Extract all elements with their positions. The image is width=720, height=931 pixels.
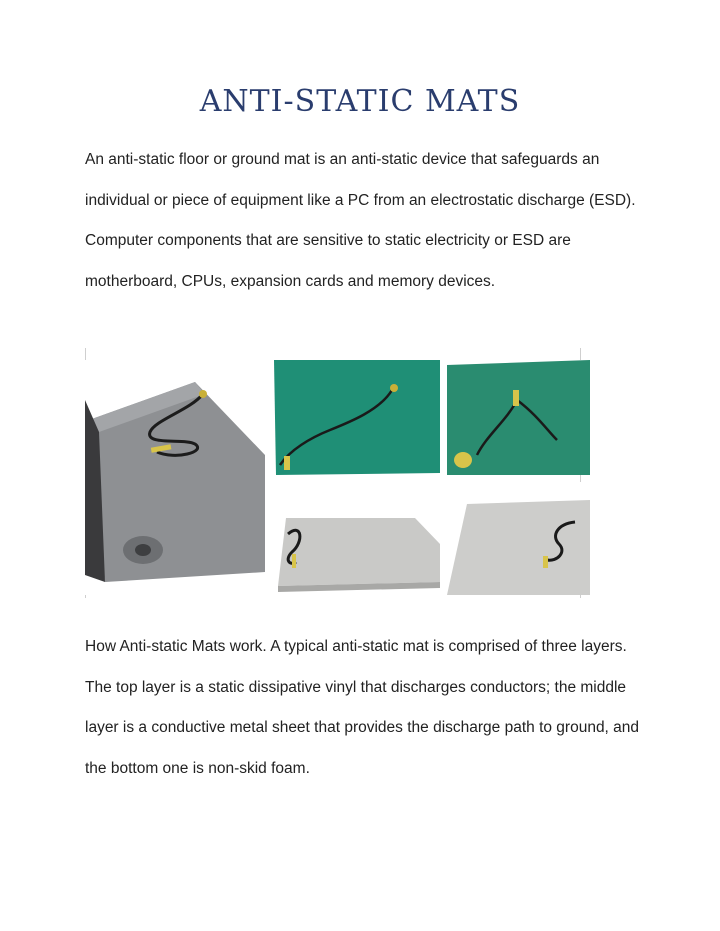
photo-green-mat-2 — [447, 360, 590, 475]
photo-gray-mat-2 — [447, 482, 590, 595]
photo-gray-mat-1 — [270, 482, 440, 595]
photo-green-mat-1 — [270, 360, 440, 475]
document-title: ANTI-STATIC MATS — [199, 84, 521, 119]
intro-paragraph: An anti-static floor or ground mat is an anti-static device that safeguards an individual or piece of equipment like a PC from an electrostatic discharge (ESD). Computer components that are sensitive to static electricity or ESD are motherboard, CPUs, expansion cards and memory devices. — [85, 151, 636, 290]
how-it-works-paragraph: How Anti-static Mats work. A typical anti-static mat is comprised of three layers. The top layer is a static dissipative vinyl that discharges conductors; the middle layer is a conductive metal sheet that provides the discharge path to ground, and the bottom one is non-skid foam. — [85, 638, 640, 777]
mat-photo-gallery — [85, 360, 590, 595]
photo-rolled-gray-mat — [85, 360, 265, 595]
